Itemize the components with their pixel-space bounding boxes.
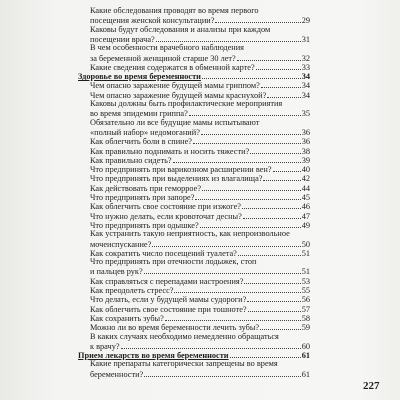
toc-page-number: 60 <box>301 341 310 351</box>
toc-line-text: В каких случаях необходимо немедленно обращаться <box>90 331 279 341</box>
toc-line <box>90 15 310 24</box>
toc-line <box>90 322 310 331</box>
dot-leader <box>261 80 301 88</box>
dot-leader <box>165 313 301 321</box>
toc-line <box>90 341 310 350</box>
toc-page-number: 61 <box>301 351 310 361</box>
toc-line-text: Что предпринять при одышке? <box>90 220 199 230</box>
toc-section-heading <box>78 350 310 359</box>
toc-page-number: 33 <box>301 62 310 72</box>
toc-line-text: Что предпринять при варикозном расширении вен? <box>90 165 272 175</box>
toc-line <box>90 62 310 71</box>
toc-line <box>90 294 310 303</box>
toc-page-number: 59 <box>301 323 310 333</box>
toc-line <box>90 192 310 201</box>
toc-line <box>90 80 310 89</box>
toc-line <box>90 239 310 248</box>
toc-section-title: Здоровье во время беременности <box>78 72 201 82</box>
toc-line <box>90 276 310 285</box>
toc-line-text: Что нужно делать, если кровоточат десны? <box>90 211 242 221</box>
toc-page-number: 47 <box>301 211 310 221</box>
dot-leader <box>152 239 300 247</box>
toc-line-text: за беременной женщиной старше 30 лет? <box>90 53 236 63</box>
toc-line-text: Как преодолеть стресс? <box>90 286 174 295</box>
toc-page-number: 34 <box>301 81 310 91</box>
toc-page-number: 38 <box>301 146 310 156</box>
toc-line <box>90 173 310 182</box>
toc-page-number: 57 <box>301 304 310 314</box>
toc-line <box>90 211 310 220</box>
toc-line <box>90 257 310 266</box>
dot-leader <box>200 220 301 228</box>
toc-page-number: 29 <box>301 16 310 26</box>
toc-line <box>90 201 310 210</box>
dot-leader <box>260 322 301 330</box>
toc-line <box>90 304 310 313</box>
toc-line-text: Какие сведения содержатся в обменной карте? <box>90 62 255 72</box>
toc-line-text: и пальцев рук? <box>90 267 143 277</box>
toc-section-title: Прием лекарств во время беременности <box>78 351 229 361</box>
toc-line-text: Как правильно сидеть? <box>90 155 172 165</box>
toc-line <box>90 118 310 127</box>
toc-line-text: Какие обследования проводят во время первого <box>90 6 259 15</box>
toc-page-number: 32 <box>301 53 310 63</box>
dot-leader <box>230 350 301 358</box>
toc-line-text: к врачу? <box>90 341 120 351</box>
toc-line <box>90 90 310 99</box>
dot-leader <box>247 294 300 302</box>
toc-line-text: Каковы должны быть профилактические мероприятия <box>90 99 283 108</box>
toc-line <box>90 183 310 192</box>
dot-leader <box>195 192 300 200</box>
dot-leader <box>193 136 301 144</box>
toc-line-text: во время эпидемии гриппа? <box>90 109 188 119</box>
dot-leader <box>121 341 301 349</box>
dot-leader <box>256 62 301 70</box>
toc-line-text: «полный набор» недомоганий? <box>90 127 200 137</box>
dot-leader <box>202 71 301 79</box>
toc-line-text: мочеиспускание? <box>90 239 152 249</box>
toc-page-number: 34 <box>301 72 310 82</box>
dot-leader <box>189 108 301 116</box>
toc-line-text: Что делать, если у будущей мамы судороги? <box>90 295 247 305</box>
dot-leader <box>267 90 300 98</box>
dot-leader <box>237 53 301 61</box>
toc-page-number: 51 <box>301 267 310 277</box>
toc-page-number: 61 <box>301 369 310 379</box>
toc-line <box>90 43 310 52</box>
toc-line <box>90 53 310 62</box>
toc-line <box>90 99 310 108</box>
toc-line-text: Чем опасно заражение будущей мамы гриппом? <box>90 81 260 91</box>
toc-line <box>90 25 310 34</box>
toc-line <box>90 220 310 229</box>
toc-page-number: 34 <box>301 90 310 100</box>
dot-leader <box>250 146 300 154</box>
toc-line-text: Как устранить такую неприятность, как непроизвольное <box>90 229 290 239</box>
toc-page-number: 49 <box>301 220 310 230</box>
toc-line <box>90 34 310 43</box>
dot-leader <box>242 201 301 209</box>
toc-page-number: 55 <box>301 286 310 295</box>
dot-leader <box>248 304 301 312</box>
toc-page-number: 46 <box>301 202 310 212</box>
dot-leader <box>263 173 300 181</box>
dot-leader <box>174 285 300 293</box>
toc-line-text: беременности? <box>90 369 144 379</box>
toc-line-text: посещения женской консультации? <box>90 16 215 26</box>
toc-line <box>90 127 310 136</box>
toc-line-text: Как сократить число посещений туалета? <box>90 248 237 258</box>
toc-line-text: Обязательно ли все будущие мамы испытывают <box>90 117 260 127</box>
toc-line <box>90 313 310 322</box>
dot-leader <box>144 266 301 274</box>
toc-line-text: Что предпринять при выделениях из влагалища? <box>90 174 263 184</box>
toc-line <box>90 146 310 155</box>
toc-line <box>90 369 310 378</box>
dot-leader <box>202 183 301 191</box>
toc-line <box>90 266 310 275</box>
toc-line-text: Как сохранить зубы? <box>90 313 164 323</box>
toc-line-text: Как справляться с перепадами настроения? <box>90 276 244 286</box>
toc-page-number: 36 <box>301 137 310 147</box>
dot-leader <box>273 164 301 172</box>
toc-line <box>90 155 310 164</box>
toc-line <box>90 285 310 294</box>
toc-line <box>90 136 310 145</box>
dot-leader <box>144 369 300 377</box>
dot-leader <box>201 127 301 135</box>
toc-line <box>90 164 310 173</box>
toc-line-text: Как действовать при геморрое? <box>90 183 202 193</box>
toc-page-number: 42 <box>301 174 310 184</box>
toc-line <box>90 229 310 238</box>
toc-page-number: 31 <box>301 34 310 44</box>
toc-page-number: 35 <box>301 109 310 119</box>
dot-leader <box>238 248 301 256</box>
dot-leader <box>215 15 300 23</box>
toc-line-text: Какие препараты категорически запрещены во время <box>90 359 278 369</box>
dot-leader <box>244 276 300 284</box>
toc-line-text: Что предпринять при отечности лодыжек, стоп <box>90 257 257 267</box>
toc-page-number: 50 <box>301 239 310 249</box>
toc-line <box>90 248 310 257</box>
toc-line <box>90 359 310 368</box>
toc-line <box>90 332 310 341</box>
toc-line-text: посещении врача? <box>90 34 155 44</box>
dot-leader <box>173 155 301 163</box>
toc-line-text: Можно ли во время беременности лечить зубы? <box>90 323 260 333</box>
toc-line-text: Как облегчить свое состояние при тошноте? <box>90 304 247 314</box>
dot-leader <box>243 211 301 219</box>
toc-line-text: Как облегчить свое состояние при изжоге? <box>90 202 241 212</box>
toc-line-text: Как правильно поднимать и носить тяжести? <box>90 146 250 156</box>
dot-leader <box>156 34 301 42</box>
toc-page-number: 45 <box>301 193 310 202</box>
toc-line-text: Как облегчить боли в спине? <box>90 137 192 147</box>
toc-page-number: 56 <box>301 295 310 305</box>
toc-line-text: В чем особенности врачебного наблюдения <box>90 43 244 53</box>
toc-page-number: 36 <box>301 127 310 137</box>
toc-page-number: 44 <box>301 183 310 193</box>
toc-page-number: 40 <box>301 165 310 175</box>
toc-page-number: 53 <box>301 276 310 286</box>
toc-line-text: Что предпринять при запоре? <box>90 193 195 202</box>
toc-section-heading <box>78 71 310 80</box>
toc-line <box>90 6 310 15</box>
toc-page-number: 39 <box>301 155 310 165</box>
toc-line <box>90 108 310 117</box>
toc-page-number: 58 <box>301 313 310 323</box>
toc-line-text: Каковы будут обследования и анализы при каждом <box>90 24 271 34</box>
page-number: 227 <box>363 380 380 392</box>
toc-page-number: 51 <box>301 248 310 258</box>
toc-line-text: Чем опасно заражение будущей мамы краснухой? <box>90 90 267 100</box>
